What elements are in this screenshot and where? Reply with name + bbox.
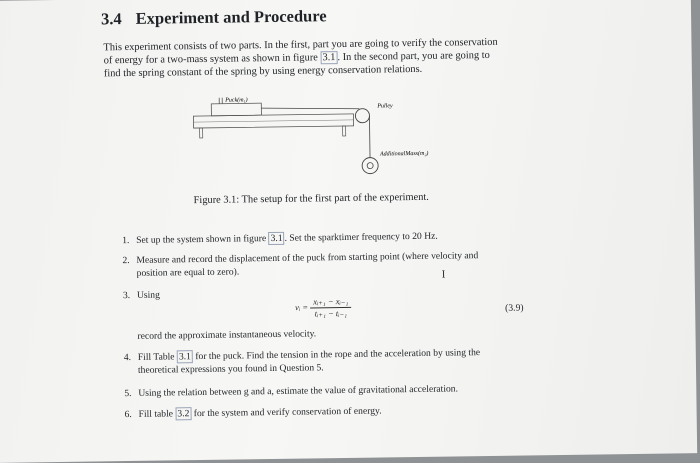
step-number: 3. xyxy=(123,290,137,301)
step-number: 5. xyxy=(124,388,138,399)
step-5 xyxy=(124,383,458,399)
table-ref-link[interactable]: 3.2 xyxy=(175,407,191,420)
step-3 xyxy=(123,290,160,302)
hanging-rope xyxy=(369,116,370,158)
equation-lhs: vᵢ = xyxy=(295,302,308,312)
step-6 xyxy=(125,405,382,420)
figure-ref-link[interactable]: 3.1 xyxy=(269,232,285,245)
step-text: Using xyxy=(137,290,160,301)
step-text: Fill table xyxy=(139,408,176,420)
table-leg xyxy=(200,128,203,138)
step-text: Fill Table xyxy=(138,351,177,363)
section-number: 3.4 xyxy=(101,9,122,28)
rope xyxy=(261,107,359,110)
intro-line-1: This experiment consists of two parts. In the first, part you are going to verify the conservation xyxy=(103,37,497,54)
mass-hook xyxy=(367,163,373,169)
step-number: 4. xyxy=(124,352,138,363)
step-4-cont: theoretical expressions you found in Question 5. xyxy=(138,362,324,376)
step-1 xyxy=(122,231,438,246)
equation-numerator: xᵢ₊₁ − xᵢ₋₁ xyxy=(310,296,351,309)
intro-line-3: find the spring constant of the spring by using energy conservation relations. xyxy=(104,64,423,79)
setup-figure xyxy=(187,92,468,186)
step-text: for the puck. Find the tension in the rope and the acceleration by using the xyxy=(193,347,480,362)
section-heading xyxy=(101,6,327,29)
table-groove xyxy=(194,120,354,122)
step-4 xyxy=(124,347,480,363)
additional-mass xyxy=(362,158,378,174)
velocity-equation xyxy=(295,296,352,320)
step-text: Using the relation between g and a, estimate the value of gravitational acceleration. xyxy=(138,383,458,398)
step-2 xyxy=(122,250,478,266)
step-number: 2. xyxy=(122,255,136,266)
equation-fraction xyxy=(310,296,351,320)
table-leg xyxy=(343,126,346,136)
step-2-cont: position are equal to zero). xyxy=(137,266,240,278)
step-3-cont: record the approximate instantaneous velocity. xyxy=(137,328,316,341)
figure-caption: Figure 3.1: The setup for the first part of the experiment. xyxy=(194,192,429,206)
mass-label: AdditionalMass(m₂) xyxy=(379,150,429,158)
pulley-label: Pulley xyxy=(376,103,393,109)
step-text: Set up the system shown in figure xyxy=(136,233,269,246)
step-text: . Set the sparktimer frequency to 20 Hz. xyxy=(285,231,438,244)
section-title: Experiment and Procedure xyxy=(136,6,327,28)
table-ref-link[interactable]: 3.1 xyxy=(177,350,193,363)
intro-text: of energy for a two-mass system as shown in figure xyxy=(104,52,321,66)
pulley-wheel xyxy=(355,109,369,123)
equation-denominator: tᵢ₊₁ − tᵢ₋₁ xyxy=(310,308,351,320)
step-number: 6. xyxy=(125,409,139,420)
equation-number: (3.9) xyxy=(505,303,524,314)
text-cursor-icon: I xyxy=(442,269,446,281)
figure-ref-link[interactable]: 3.1 xyxy=(320,51,337,64)
intro-text: . In the second part, you are going to xyxy=(337,50,489,63)
puck-label: Puck(m₁) xyxy=(224,96,248,103)
step-text: for the system and verify conservation of energy. xyxy=(191,405,381,419)
step-text: Measure and record the displacement of the puck from starting point (where velocity and xyxy=(136,250,478,266)
puck xyxy=(211,103,261,116)
step-number: 1. xyxy=(122,235,136,246)
